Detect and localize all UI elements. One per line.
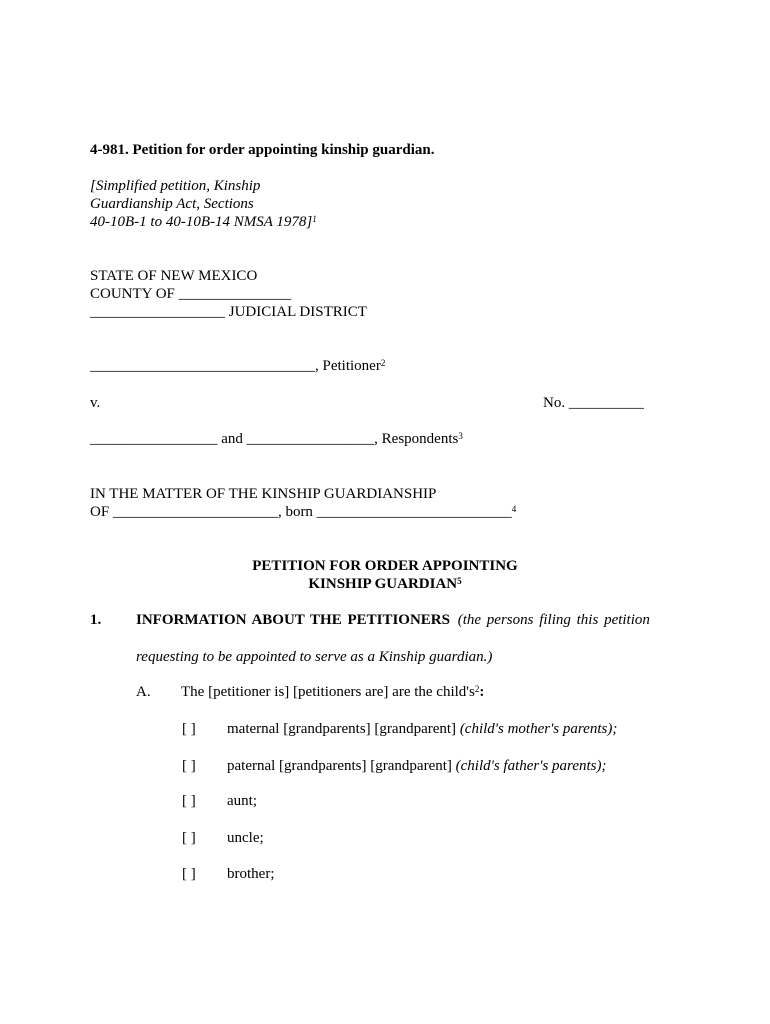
county-label: COUNTY OF [90, 286, 175, 302]
item-a-text-main: The [petitioner is] [petitioners are] are the child's [181, 684, 475, 700]
matter-of-label: OF [90, 504, 110, 520]
footnote-ref-2: 2 [380, 358, 386, 368]
born-blank: __________________________ [316, 504, 512, 520]
option-text: brother; [227, 866, 275, 882]
subheading-line-1: [Simplified petition, Kinship [90, 178, 261, 194]
case-number [543, 394, 644, 412]
item-a-text [181, 683, 484, 701]
item-a-colon: : [479, 684, 485, 700]
county-blank: _______________ [178, 286, 292, 302]
option-note: (child's father's parents); [455, 758, 607, 774]
option-checkbox[interactable]: [ ] [182, 793, 196, 809]
form-heading: 4-981. Petition for order appointing kinship guardian. [90, 142, 435, 158]
footnote-ref-2b: 2 [474, 684, 480, 694]
option-checkbox[interactable]: [ ] [182, 866, 196, 882]
section-1-heading [136, 611, 650, 629]
footnote-ref-4: 4 [511, 504, 517, 514]
option-label [227, 792, 257, 810]
case-no-blank: __________ [568, 395, 644, 411]
option-text: maternal [grandparents] [grandparent] [227, 721, 460, 737]
option-text: aunt; [227, 793, 257, 809]
option-label [227, 865, 274, 883]
petition-title-line-1: PETITION FOR ORDER APPOINTING [252, 558, 518, 574]
option-text: paternal [grandparents] [grandparent] [227, 758, 456, 774]
footnote-ref-1: 1 [312, 214, 317, 224]
option-checkbox[interactable]: [ ] [182, 830, 196, 846]
subheading-line-3 [90, 213, 317, 231]
option-checkbox[interactable]: [ ] [182, 721, 196, 737]
section-1-number: 1. [90, 612, 102, 628]
footnote-ref-5: 5 [457, 576, 462, 586]
born-label: , born [277, 504, 313, 520]
option-label [227, 757, 606, 775]
option-note: (child's mother's parents); [459, 721, 618, 737]
and-label: and [221, 431, 243, 447]
option-checkbox[interactable]: [ ] [182, 758, 196, 774]
respondent-1-blank: _________________ [90, 431, 218, 447]
caption-state: STATE OF NEW MEXICO [90, 268, 258, 284]
caption-county [90, 285, 291, 303]
petition-title-line-2 [0, 575, 770, 593]
petitioner-line [90, 357, 385, 375]
case-no-label: No. [543, 395, 566, 411]
item-a-letter: A. [136, 684, 151, 700]
district-label: JUDICIAL DISTRICT [228, 304, 367, 320]
district-blank: __________________ [90, 304, 225, 320]
versus-label: v. [90, 395, 101, 411]
section-1-desc-2: requesting to be appointed to serve as a Kinship guardian.) [136, 649, 493, 665]
petitioner-label: , Petitioner [315, 358, 381, 374]
section-1-title: INFORMATION ABOUT THE PETITIONERS [136, 612, 450, 628]
section-1-desc-1: (the persons filing this petition [457, 612, 650, 628]
option-text: uncle; [227, 830, 264, 846]
respondents-label: , Respondents [374, 431, 459, 447]
matter-line-1: IN THE MATTER OF THE KINSHIP GUARDIANSHIP [90, 486, 437, 502]
option-label [227, 829, 264, 847]
petition-title-text: KINSHIP GUARDIAN [308, 576, 458, 592]
subheading-line-3-text: 40-10B-1 to 40-10B-14 NMSA 1978] [90, 214, 313, 230]
footnote-ref-3: 3 [458, 431, 463, 441]
caption-district [90, 303, 367, 321]
respondent-2-blank: _________________ [246, 431, 375, 447]
petitioner-blank: ______________________________ [90, 358, 315, 374]
respondents-line [90, 430, 463, 448]
subheading-line-2: Guardianship Act, Sections [90, 196, 254, 212]
option-label [227, 720, 617, 738]
child-name-blank: ______________________ [112, 504, 278, 520]
matter-line-2 [90, 503, 516, 521]
